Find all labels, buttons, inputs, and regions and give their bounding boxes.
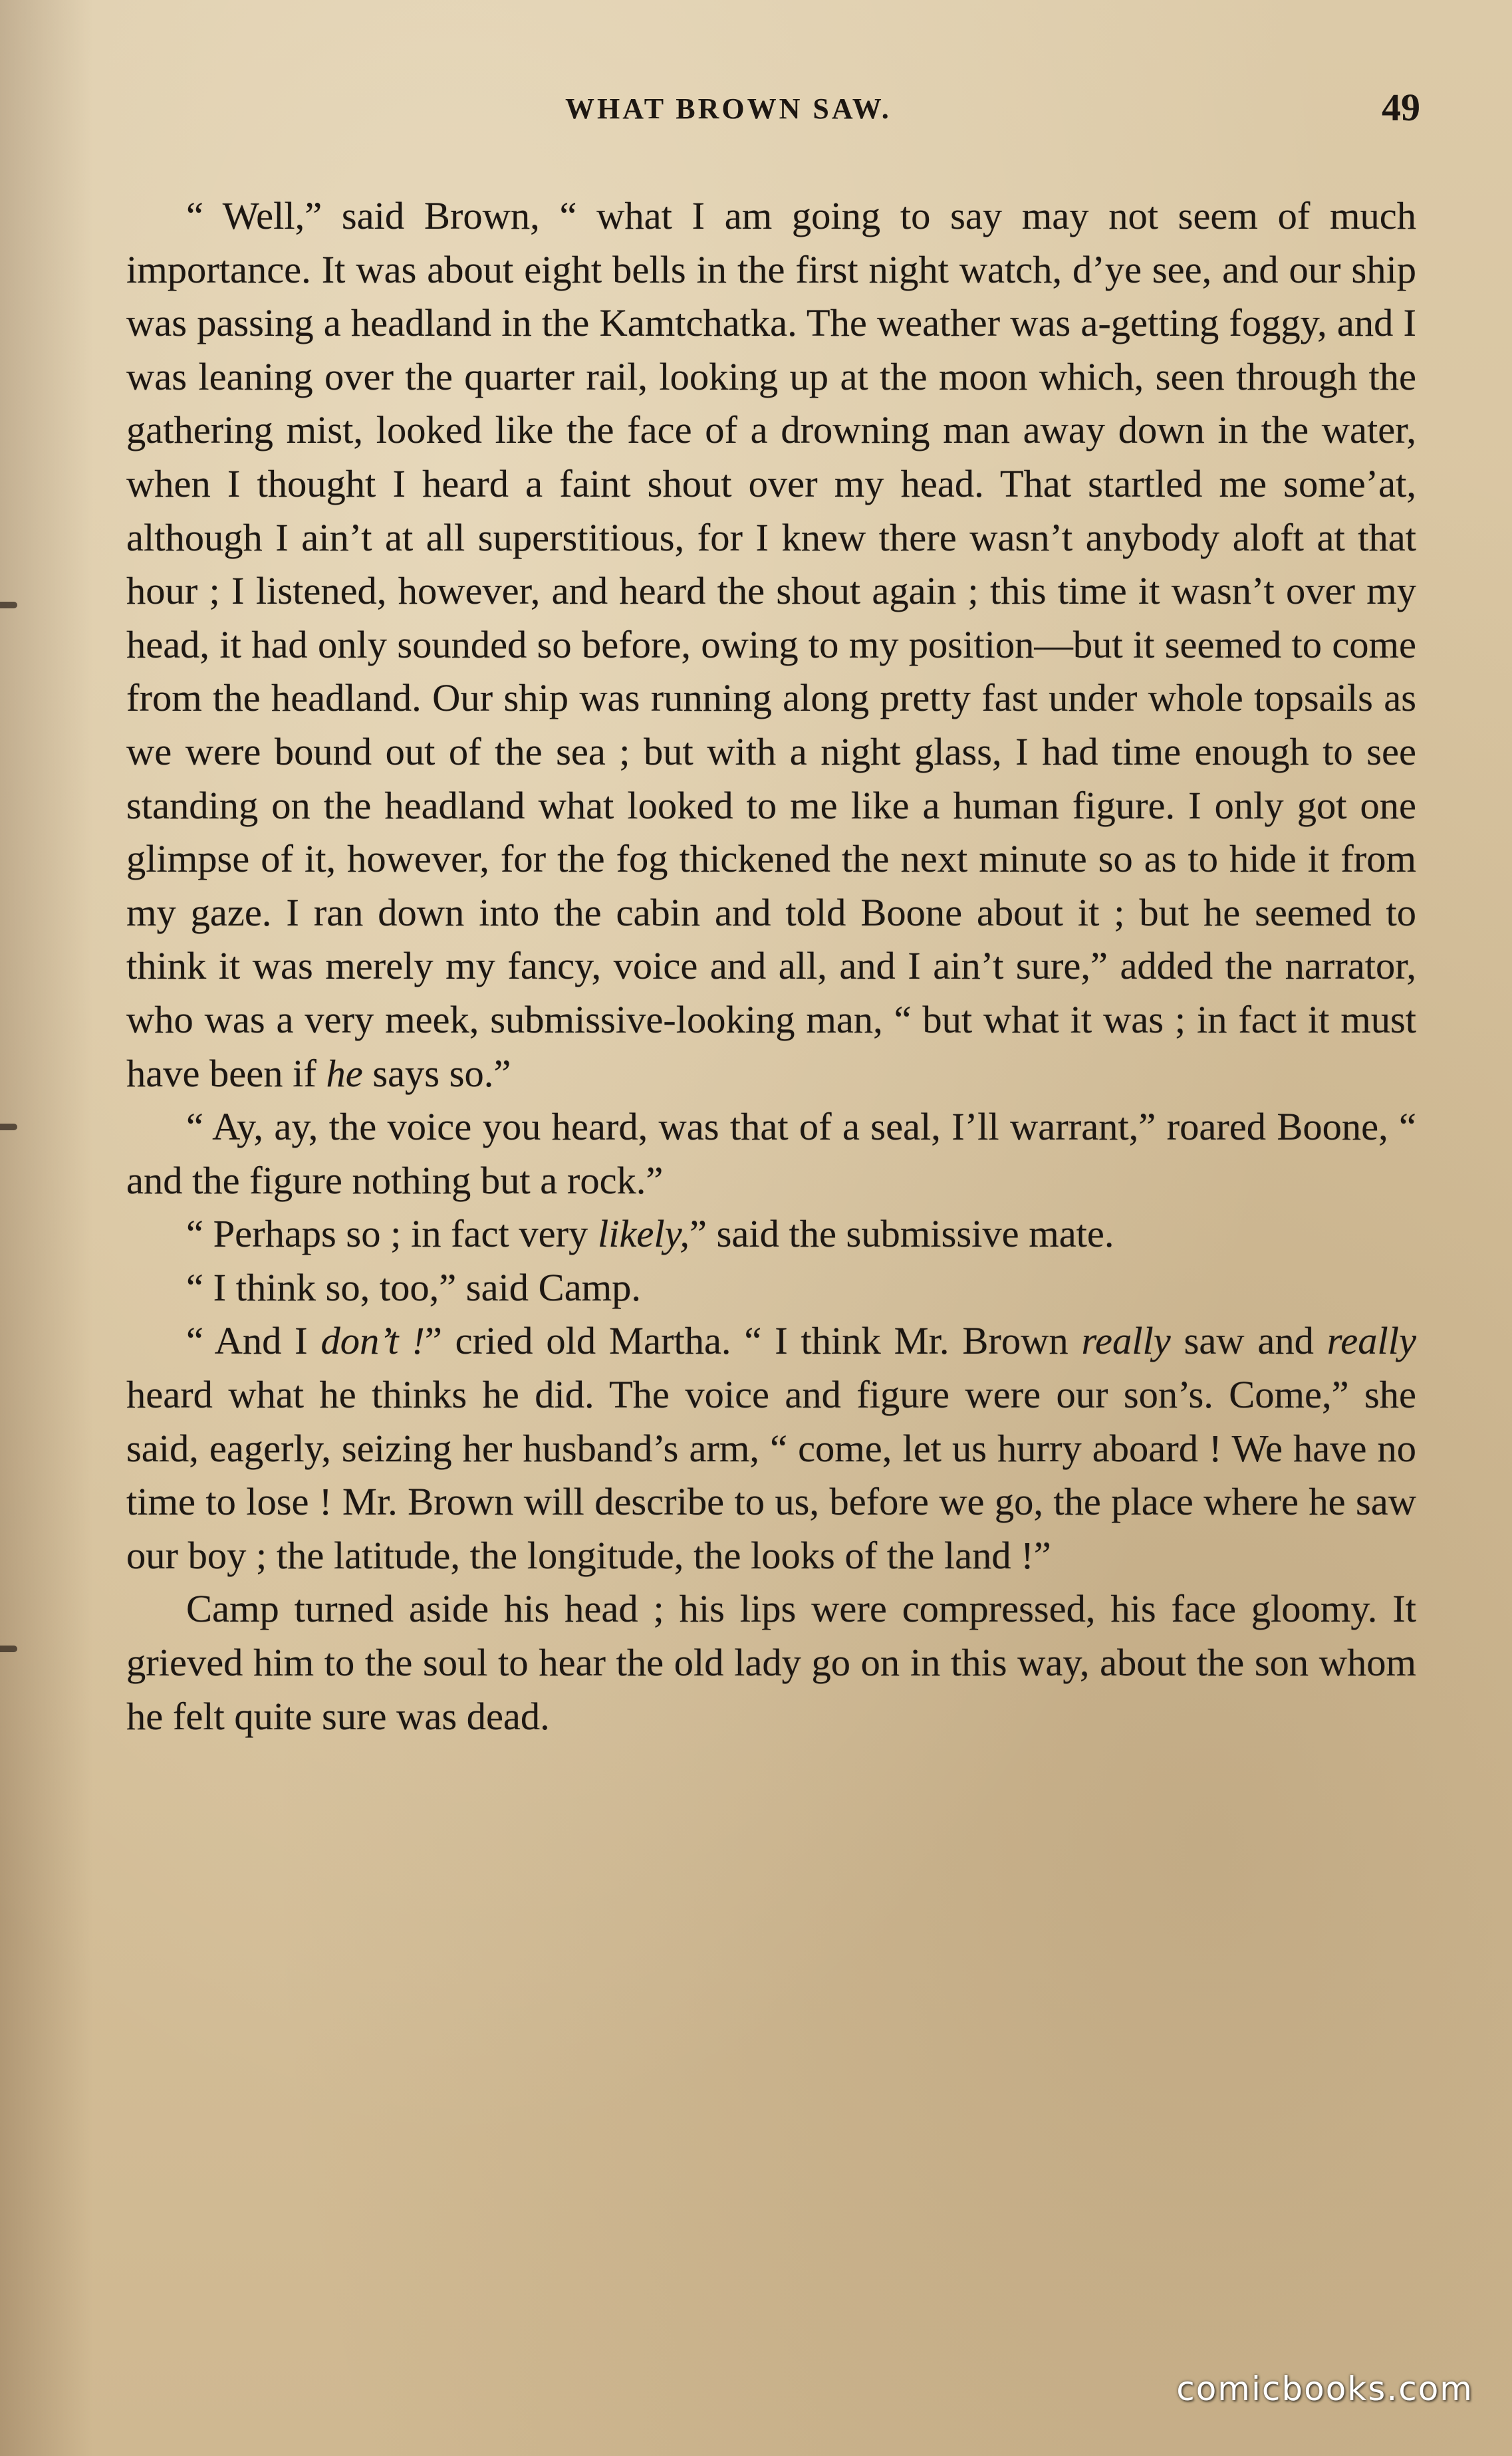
text-run: “ I think so, too,” said Camp. (186, 1265, 642, 1309)
body-text (126, 189, 1416, 1743)
text-run: ” said the submissive mate. (690, 1212, 1114, 1256)
running-title: WHAT BROWN SAW. (565, 92, 892, 125)
text-run: ” cried old Martha. “ I think Mr. Brown (424, 1319, 1082, 1363)
paragraph (126, 189, 1416, 1100)
page-edge-mark (0, 1124, 17, 1130)
italic-run: don’t ! (320, 1319, 425, 1363)
text-run: “ Ay, ay, the voice you heard, was that of a seal, I’ll warrant,” roared Boone, “ and the figure nothing but a rock.” (126, 1105, 1416, 1202)
paragraph (126, 1582, 1416, 1743)
text-run: “ And I (186, 1319, 321, 1363)
page-edge-mark (0, 1646, 17, 1652)
text-run: “ Well,” said Brown, “ what I am going to say may not seem of much importance. It was about eight bells in the first night watch, d’ye see, and our ship was passing a headland in the Kamtchatka. The weather was a-getting foggy, and I was leaning over the quarter rail, looking up at the moon which, seen through the gathering mist, looked like the face of a drowning man away down in the water, when I thought I heard a faint shout over my head. That startled me some’at, although I ain’t at all superstitious, for I knew there wasn’t anybody aloft at that hour ; I listened, however, and heard the shout again ; this time it wasn’t over my head, it had only sounded so before, owing to my position—but it seemed to come from the headland. Our ship was running along pretty fast under whole topsails as we were bound out of the sea ; but with a night glass, I had time enough to see standing on the headland what looked to me like a human figure. I only got one glimpse of it, however, for the fog thickened the next minute so as to hide it from my gaze. I ran down into the cabin and told Boone about it ; but he seemed to think it was merely my fancy, voice and all, and I ain’t sure,” added the narrator, who was a very meek, submissive-looking man, “ but what it was ; in fact it must have been if (126, 194, 1416, 1095)
paragraph (126, 1314, 1416, 1582)
page-edge-mark (0, 602, 17, 608)
italic-run: likely, (597, 1212, 690, 1256)
italic-run: he (326, 1051, 363, 1095)
text-run: Camp turned aside his head ; his lips were compressed, his face gloomy. It grieved him to the soul to hear the old lady go on in this way, about the son whom he felt quite sure was dead. (126, 1587, 1416, 1738)
text-run: “ Perhaps so ; in fact very (186, 1212, 598, 1256)
paragraph (126, 1100, 1416, 1207)
text-run: saw and (1170, 1319, 1327, 1363)
watermark-text: comicbooks.com (1176, 2370, 1473, 2408)
text-run: heard what he thinks he did. The voice and figure were our son’s. Come,” she said, eagerly, seizing her husband’s arm, “ come, let us hurry aboard ! We have no time to lose ! Mr. Brown will describe to us, before we go, the place where he saw our boy ; the latitude, the longitude, the looks of the land !” (126, 1373, 1416, 1577)
text-run: says so.” (362, 1051, 511, 1095)
paragraph (126, 1207, 1416, 1261)
page-number: 49 (1382, 86, 1420, 129)
italic-run: really (1326, 1319, 1416, 1363)
paragraph (126, 1261, 1416, 1315)
italic-run: really (1081, 1319, 1171, 1363)
